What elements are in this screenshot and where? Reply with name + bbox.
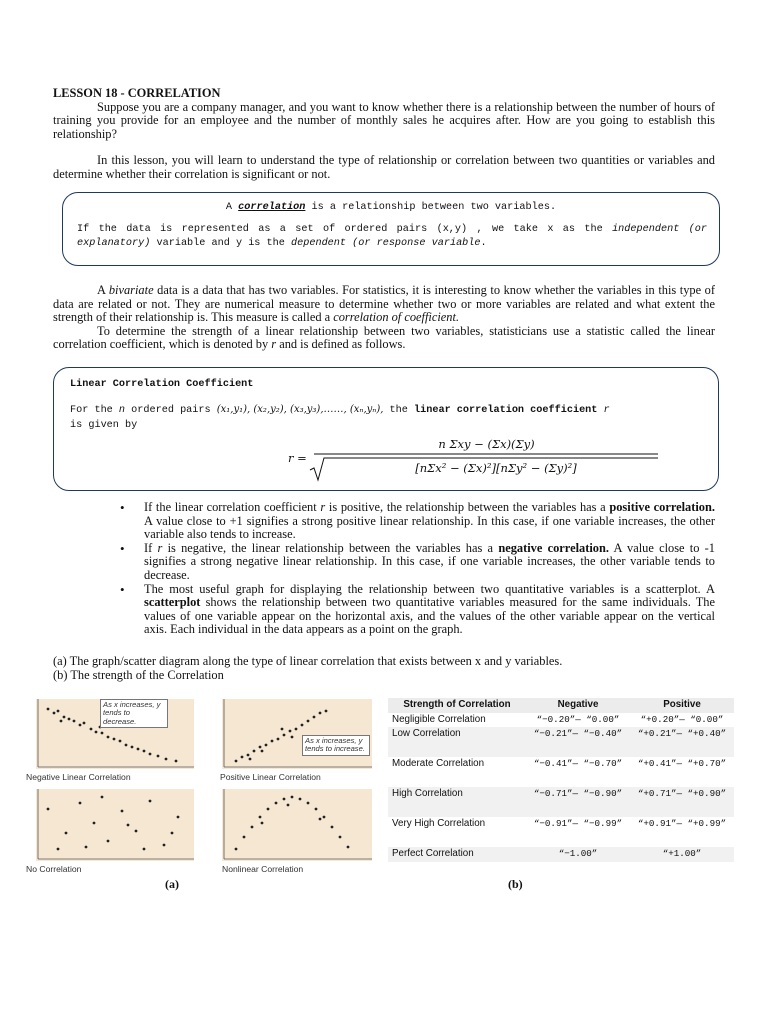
positive-range: “+0.91”— “+0.99”: [637, 818, 727, 830]
no-correlation-points: [47, 796, 180, 851]
positive-label: Positive Linear Correlation: [220, 772, 321, 782]
table-row: [388, 727, 734, 757]
coefficient-intro-paragraph: To determine the strength of a linear relationship between two variables, statisticians use a statistic called the linear correlation coefficient, which is denoted by r and is defined as follows.: [53, 323, 715, 352]
table-row: [388, 847, 734, 862]
negative-range: “−0.21”— “−0.40”: [526, 727, 630, 757]
lesson-section: [53, 87, 715, 182]
strength-name: Perfect Correlation: [388, 847, 526, 862]
negative-label: Negative Linear Correlation: [26, 772, 131, 782]
strength-name: Moderate Correlation: [392, 758, 485, 770]
coefficient-box: [53, 367, 719, 491]
figure-a-caption: (a): [165, 877, 179, 891]
positive-callout: As x increases, y tends to increase.: [302, 735, 370, 756]
no-correlation-label: No Correlation: [26, 864, 82, 874]
positive-range: “+1.00”: [630, 847, 734, 862]
formula-lhs: r =: [288, 451, 307, 465]
bullet-positive: • If the linear correlation coefficient r is positive, the relationship between the variables has a positive correlation. A value close to +1 signifies a strong positive linear relationship. In this case, if one variable increases, the other variable also tends to increase.: [120, 501, 715, 542]
negative-range: “−0.41”— “−0.70”: [533, 758, 623, 770]
lesson-title: LESSON 18 - CORRELATION: [53, 86, 221, 100]
figure-b-caption: (b): [508, 877, 523, 891]
negative-range: “−0.91”— “−0.99”: [533, 818, 623, 830]
no-correlation-scatter-plot: [36, 789, 194, 861]
strength-name: Very High Correlation: [392, 818, 486, 830]
positive-panel: [222, 699, 372, 769]
scatter-figure: [26, 697, 376, 877]
strength-table-header: [388, 698, 734, 713]
negative-callout: As x increases, y tends to decrease.: [100, 699, 168, 728]
figure-intro: [53, 655, 715, 682]
correlation-bullets: [120, 501, 715, 637]
strength-name: Negligible Correlation: [392, 713, 486, 725]
strength-table: [388, 698, 734, 862]
correlation-term: correlation: [238, 202, 306, 213]
table-row: [388, 817, 734, 847]
negative-range: “−0.20”— “0.00”: [536, 713, 620, 725]
bivariate-paragraph: A bivariate data is a data that has two variables. For statistics, it is interesting to know whether the variables in this type of data are related or not. They are numerical measure to determine whether two or more variables are related and what extent the strength of their relationship is. This measure is called a correlation of coefficient.: [53, 283, 715, 325]
coefficient-heading: Linear Correlation Coefficient: [70, 379, 254, 390]
no-correlation-panel: [36, 789, 194, 861]
definition-line: A correlation is a relationship between two variables.: [225, 202, 557, 213]
ordered-pairs-text: If the data is represented as a set of ordered pairs (x,y) , we take x as the independent (or explanatory) variable and y is the dependent (or response variable.: [77, 224, 707, 249]
negative-panel: [36, 699, 194, 769]
negative-range: “−0.71”— “−0.90”: [526, 787, 630, 817]
table-row: [388, 713, 734, 728]
coefficient-text: For the n ordered pairs (x₁,y₁), (x₂,y₂), (x₃,y₃),……, (xₙ,yₙ), the linear correlation coefficient r is given by: [70, 404, 610, 431]
header-positive: Positive: [630, 698, 734, 713]
formula-numerator: n Σxy − (Σx)(Σy): [438, 437, 535, 451]
positive-range: “+0.41”— “+0.70”: [637, 758, 727, 770]
figure-intro-b: (b) The strength of the Correlation: [53, 667, 224, 682]
nonlinear-label: Nonlinear Correlation: [222, 864, 304, 874]
definition-box: [62, 192, 720, 266]
formula-denominator: [nΣx² − (Σx)²][nΣy² − (Σy)²]: [415, 461, 577, 475]
header-strength: Strength of Correlation: [388, 698, 526, 713]
header-negative: Negative: [526, 698, 630, 713]
table-row: [388, 757, 734, 787]
bivariate-section: [53, 284, 715, 352]
intro-paragraph: Suppose you are a company manager, and you want to know whether there is a relationship between the number of hours of training you provide for an employee and the number of monthly sales he acquires after. How are you going to establish this relationship?: [53, 99, 715, 141]
positive-range: “+0.20”— “0.00”: [640, 713, 724, 725]
positive-range: “+0.71”— “+0.90”: [630, 787, 734, 817]
table-row: [388, 787, 734, 817]
strength-name: Low Correlation: [388, 727, 526, 757]
nonlinear-scatter-plot: [222, 789, 372, 861]
nonlinear-panel: [222, 789, 372, 861]
negative-range: “−1.00”: [526, 847, 630, 862]
positive-scatter-plot: [222, 699, 372, 769]
objective-paragraph: In this lesson, you will learn to understand the type of relationship or correlation between two quantities or variables and determine whether their correlation is significant or not.: [53, 153, 715, 181]
strength-name: High Correlation: [388, 787, 526, 817]
bullet-negative: • If r is negative, the linear relationship between the variables has a negative correlation. A value close to -1 signifies a strong negative linear relationship. In this case, if one variable increases, the other variable tends to decrease.: [120, 542, 715, 583]
nonlinear-points: [235, 796, 350, 851]
positive-range: “+0.21”— “+0.40”: [630, 727, 734, 757]
figure-intro-a: (a) The graph/scatter diagram along the type of linear correlation that exists between x and y variables.: [53, 654, 563, 668]
bullet-scatterplot: • The most useful graph for displaying the relationship between two quantitative variables is a scatterplot. A scatterplot shows the relationship between two quantitative variables measured for the same individuals. The values of one variable appear on the horizontal axis, and the values of the other variable appear on the vertical axis. Each individual in the data appears as a point on the graph.: [120, 583, 715, 637]
